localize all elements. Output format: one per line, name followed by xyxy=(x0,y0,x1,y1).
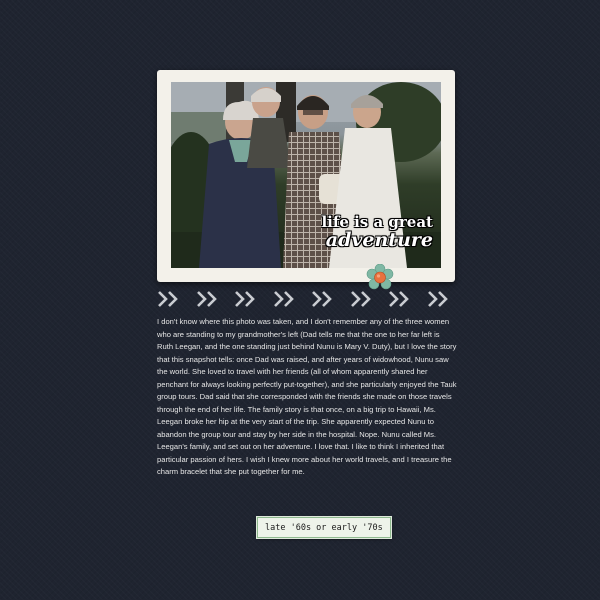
chevron-icon xyxy=(427,290,455,308)
flower-embellishment-icon xyxy=(366,264,394,292)
chevron-icon xyxy=(196,290,224,308)
chevron-icon xyxy=(234,290,262,308)
journal-text: I don't know where this photo was taken, and I don't remember any of the three women who are standing to my grandmother's left (Dad tells me that the one to her far left is Ruth Leegan, and the one standing just behind Nunu is Mary V. Duty), but I love the story that this snapshot tells: once Dad was raised, and after years of widowhood, Nunu saw the world. She loved to travel with her friends (all of whom apparently shared her penchant for always looking perfectly put-together), and she particularly enjoyed the Tauk group tours. Dad said that she corresponded with the friends she made on those travels through the end of her life. The family story is that once, on a big trip to Hawaii, Ms. Leegan broke her hip at the very start of the trip. She apparently expected Nunu to abandon the group tour and stay by her side in the hospital. Nope. Nunu called Ms. Leegan's family, and set out on her adventure. I love that. I like to think I inherited that particular passion of hers. I wish I knew more about her world travels, and I treasure the charm bracelet that she put together for me. xyxy=(157,317,457,476)
chevron-icon xyxy=(350,290,378,308)
photo-caption xyxy=(321,215,433,250)
family-photo xyxy=(171,82,441,268)
date-label: late '60s or early '70s xyxy=(257,517,391,538)
chevron-icon xyxy=(157,290,185,308)
photo-card xyxy=(157,70,455,282)
caption-line-2: adventure xyxy=(325,229,433,251)
chevron-icon xyxy=(388,290,416,308)
chevron-border xyxy=(157,290,455,308)
chevron-icon xyxy=(311,290,339,308)
chevron-icon xyxy=(273,290,301,308)
caption-line-1: life is a great xyxy=(321,213,433,231)
